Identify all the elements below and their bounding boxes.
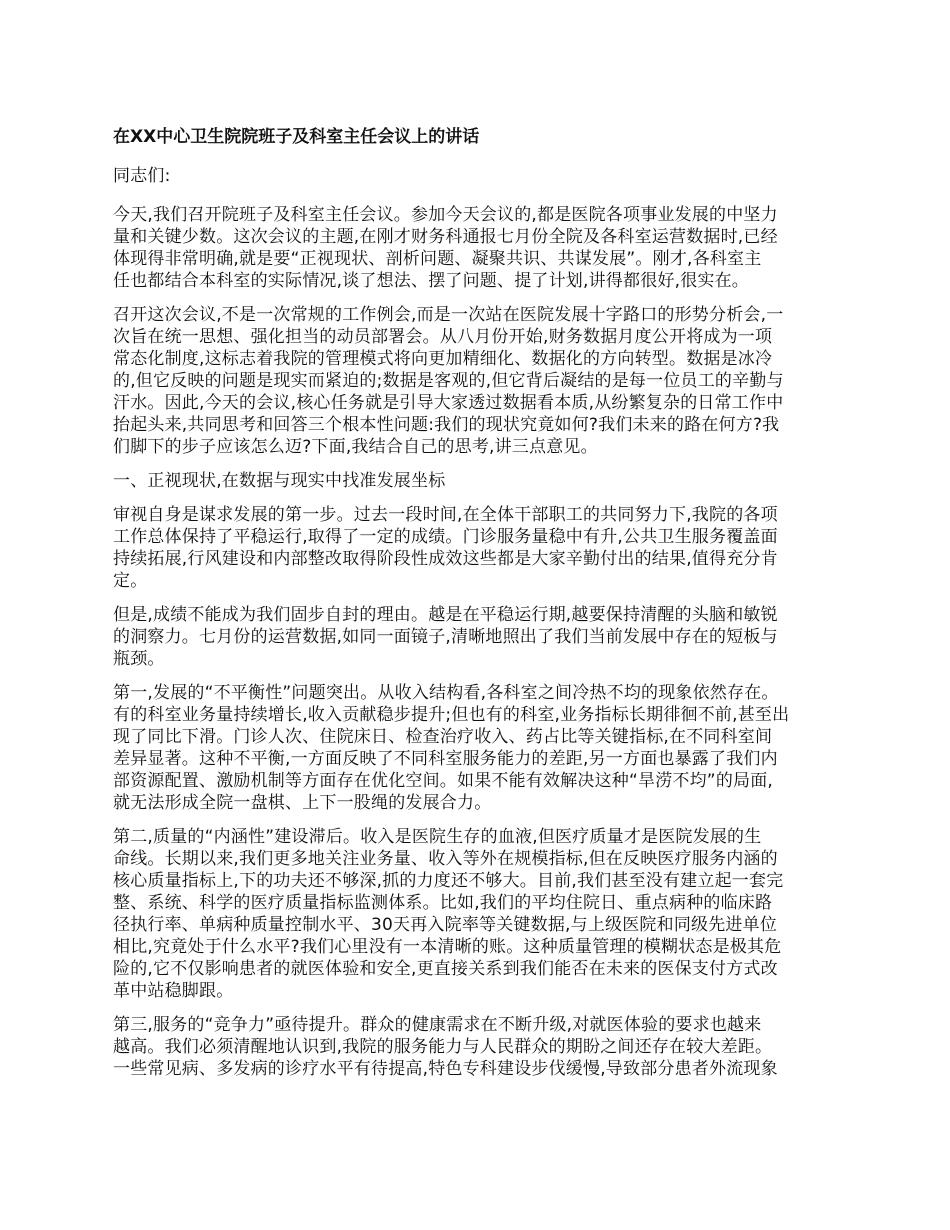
text-line: 审视自身是谋求发展的第一步。过去一段时间,在全体干部职工的共同努力下,我院的各项 bbox=[113, 505, 778, 525]
document-title: 在XX中心卫生院院班子及科室主任会议上的讲话 bbox=[113, 127, 480, 147]
text-line: 瓶颈。 bbox=[113, 649, 165, 669]
text-line: 险的,它不仅影响患者的就医体验和安全,更直接关系到我们能否在未来的医保支付方式改 bbox=[113, 959, 778, 979]
text-line: 部资源配置、激励机制等方面存在优化空间。如果不能有效解决这种“旱涝不均”的局面, bbox=[113, 771, 774, 791]
text-line: 召开这次会议,不是一次常规的工作例会,而是一次站在医院发展十字路口的形势分析会,一 bbox=[113, 305, 784, 325]
text-line: 次旨在统一思想、强化担当的动员部署会。从八月份开始,财务数据月度公开将成为一项 bbox=[113, 327, 773, 347]
text-line: 持续拓展,行风建设和内部整改取得阶段性成效这些都是大家辛勤付出的结果,值得充分肯 bbox=[113, 549, 778, 569]
text-line: 抬起头来,共同思考和回答三个根本性问题:我们的现状究竟如何?我们未来的路在何方?我 bbox=[113, 415, 780, 435]
text-line: 的洞察力。七月份的运营数据,如同一面镜子,清晰地照出了我们当前发展中存在的短板与 bbox=[113, 627, 778, 647]
section-heading bbox=[113, 470, 843, 492]
text-line: 第一,发展的“不平衡性”问题突出。从收入结构看,各科室之间冷热不均的现象依然存在。 bbox=[113, 683, 779, 703]
paragraph bbox=[113, 826, 843, 1002]
text-line: 工作总体保持了平稳运行,取得了一定的成绩。门诊服务量稳中有升,公共卫生服务覆盖面 bbox=[113, 527, 778, 547]
text-line: 常态化制度,这标志着我院的管理模式将向更加精细化、数据化的方向转型。数据是冰冷 bbox=[113, 349, 773, 369]
text-line: 们脚下的步子应该怎么迈?下面,我结合自己的思考,讲三点意见。 bbox=[113, 437, 598, 457]
text-line: 的,但它反映的问题是现实而紧迫的;数据是客观的,但它背后凝结的是每一位员工的辛勤与 bbox=[113, 371, 784, 391]
text-line: 一些常见病、多发病的诊疗水平有待提高,特色专科建设步伐缓慢,导致部分患者外流现象 bbox=[113, 1059, 778, 1079]
paragraph bbox=[113, 304, 843, 458]
text-line: 越高。我们必须清醒地认识到,我院的服务能力与人民群众的期盼之间还存在较大差距。 bbox=[113, 1037, 773, 1057]
paragraph bbox=[113, 504, 843, 592]
text-line: 汗水。因此,今天的会议,核心任务就是引导大家透过数据看本质,从纷繁复杂的日常工作中 bbox=[113, 393, 784, 413]
document-body bbox=[113, 204, 843, 1080]
text-line: 径执行率、单病种质量控制水平、30天再入院率等关键数据,与上级医院和同级先进单位 bbox=[113, 915, 778, 935]
text-line: 一、正视现状,在数据与现实中找准发展坐标 bbox=[113, 471, 446, 491]
text-line: 相比,究竟处于什么水平?我们心里没有一本清晰的账。这种质量管理的模糊状态是极其危 bbox=[113, 937, 782, 957]
text-line: 整、系统、科学的医疗质量指标监测体系。比如,我们的平均住院日、重点病种的临床路 bbox=[113, 893, 773, 913]
salutation-text: 同志们: bbox=[113, 166, 171, 186]
text-line: 核心质量指标上,下的功夫还不够深,抓的力度还不够大。目前,我们甚至没有建立起一套完 bbox=[113, 871, 784, 891]
text-line: 命线。长期以来,我们更多地关注业务量、收入等外在规模指标,但在反映医疗服务内涵的 bbox=[113, 849, 778, 869]
text-line: 任也都结合本科室的实际情况,谈了想法、摆了问题、提了计划,讲得都很好,很实在。 bbox=[113, 271, 750, 291]
text-line: 现了同比下滑。门诊人次、住院床日、检查治疗收入、药占比等关键指标,在不同科室间 bbox=[113, 727, 773, 747]
text-line: 革中站稳脚跟。 bbox=[113, 981, 234, 1001]
text-line: 体现得非常明确,就是要“正视现状、剖析问题、凝聚共识、共谋发展”。刚才,各科室主 bbox=[113, 249, 762, 269]
text-line: 第二,质量的“内涵性”建设滞后。收入是医院生存的血液,但医疗质量才是医院发展的生 bbox=[113, 827, 762, 847]
paragraph bbox=[113, 204, 843, 292]
document-page bbox=[113, 126, 843, 1092]
text-line: 定。 bbox=[113, 571, 148, 591]
text-line: 今天,我们召开院班子及科室主任会议。参加今天会议的,都是医院各项事业发展的中坚力 bbox=[113, 205, 778, 225]
text-line: 有的科室业务量持续增长,收入贡献稳步提升;但也有的科室,业务指标长期徘徊不前,甚至出 bbox=[113, 705, 790, 725]
text-line: 第三,服务的“竞争力”亟待提升。群众的健康需求在不断升级,对就医体验的要求也越来 bbox=[113, 1015, 762, 1035]
salutation bbox=[113, 165, 843, 187]
text-line: 量和关键少数。这次会议的主题,在刚才财务科通报七月份全院及各科室运营数据时,已经 bbox=[113, 227, 778, 247]
text-line: 但是,成绩不能成为我们固步自封的理由。越是在平稳运行期,越要保持清醒的头脑和敏锐 bbox=[113, 605, 778, 625]
text-line: 就无法形成全院一盘棋、上下一股绳的发展合力。 bbox=[113, 793, 492, 813]
text-line: 差异显著。这种不平衡,一方面反映了不同科室服务能力的差距,另一方面也暴露了我们内 bbox=[113, 749, 778, 769]
paragraph bbox=[113, 682, 843, 814]
paragraph bbox=[113, 1014, 843, 1080]
paragraph bbox=[113, 604, 843, 670]
